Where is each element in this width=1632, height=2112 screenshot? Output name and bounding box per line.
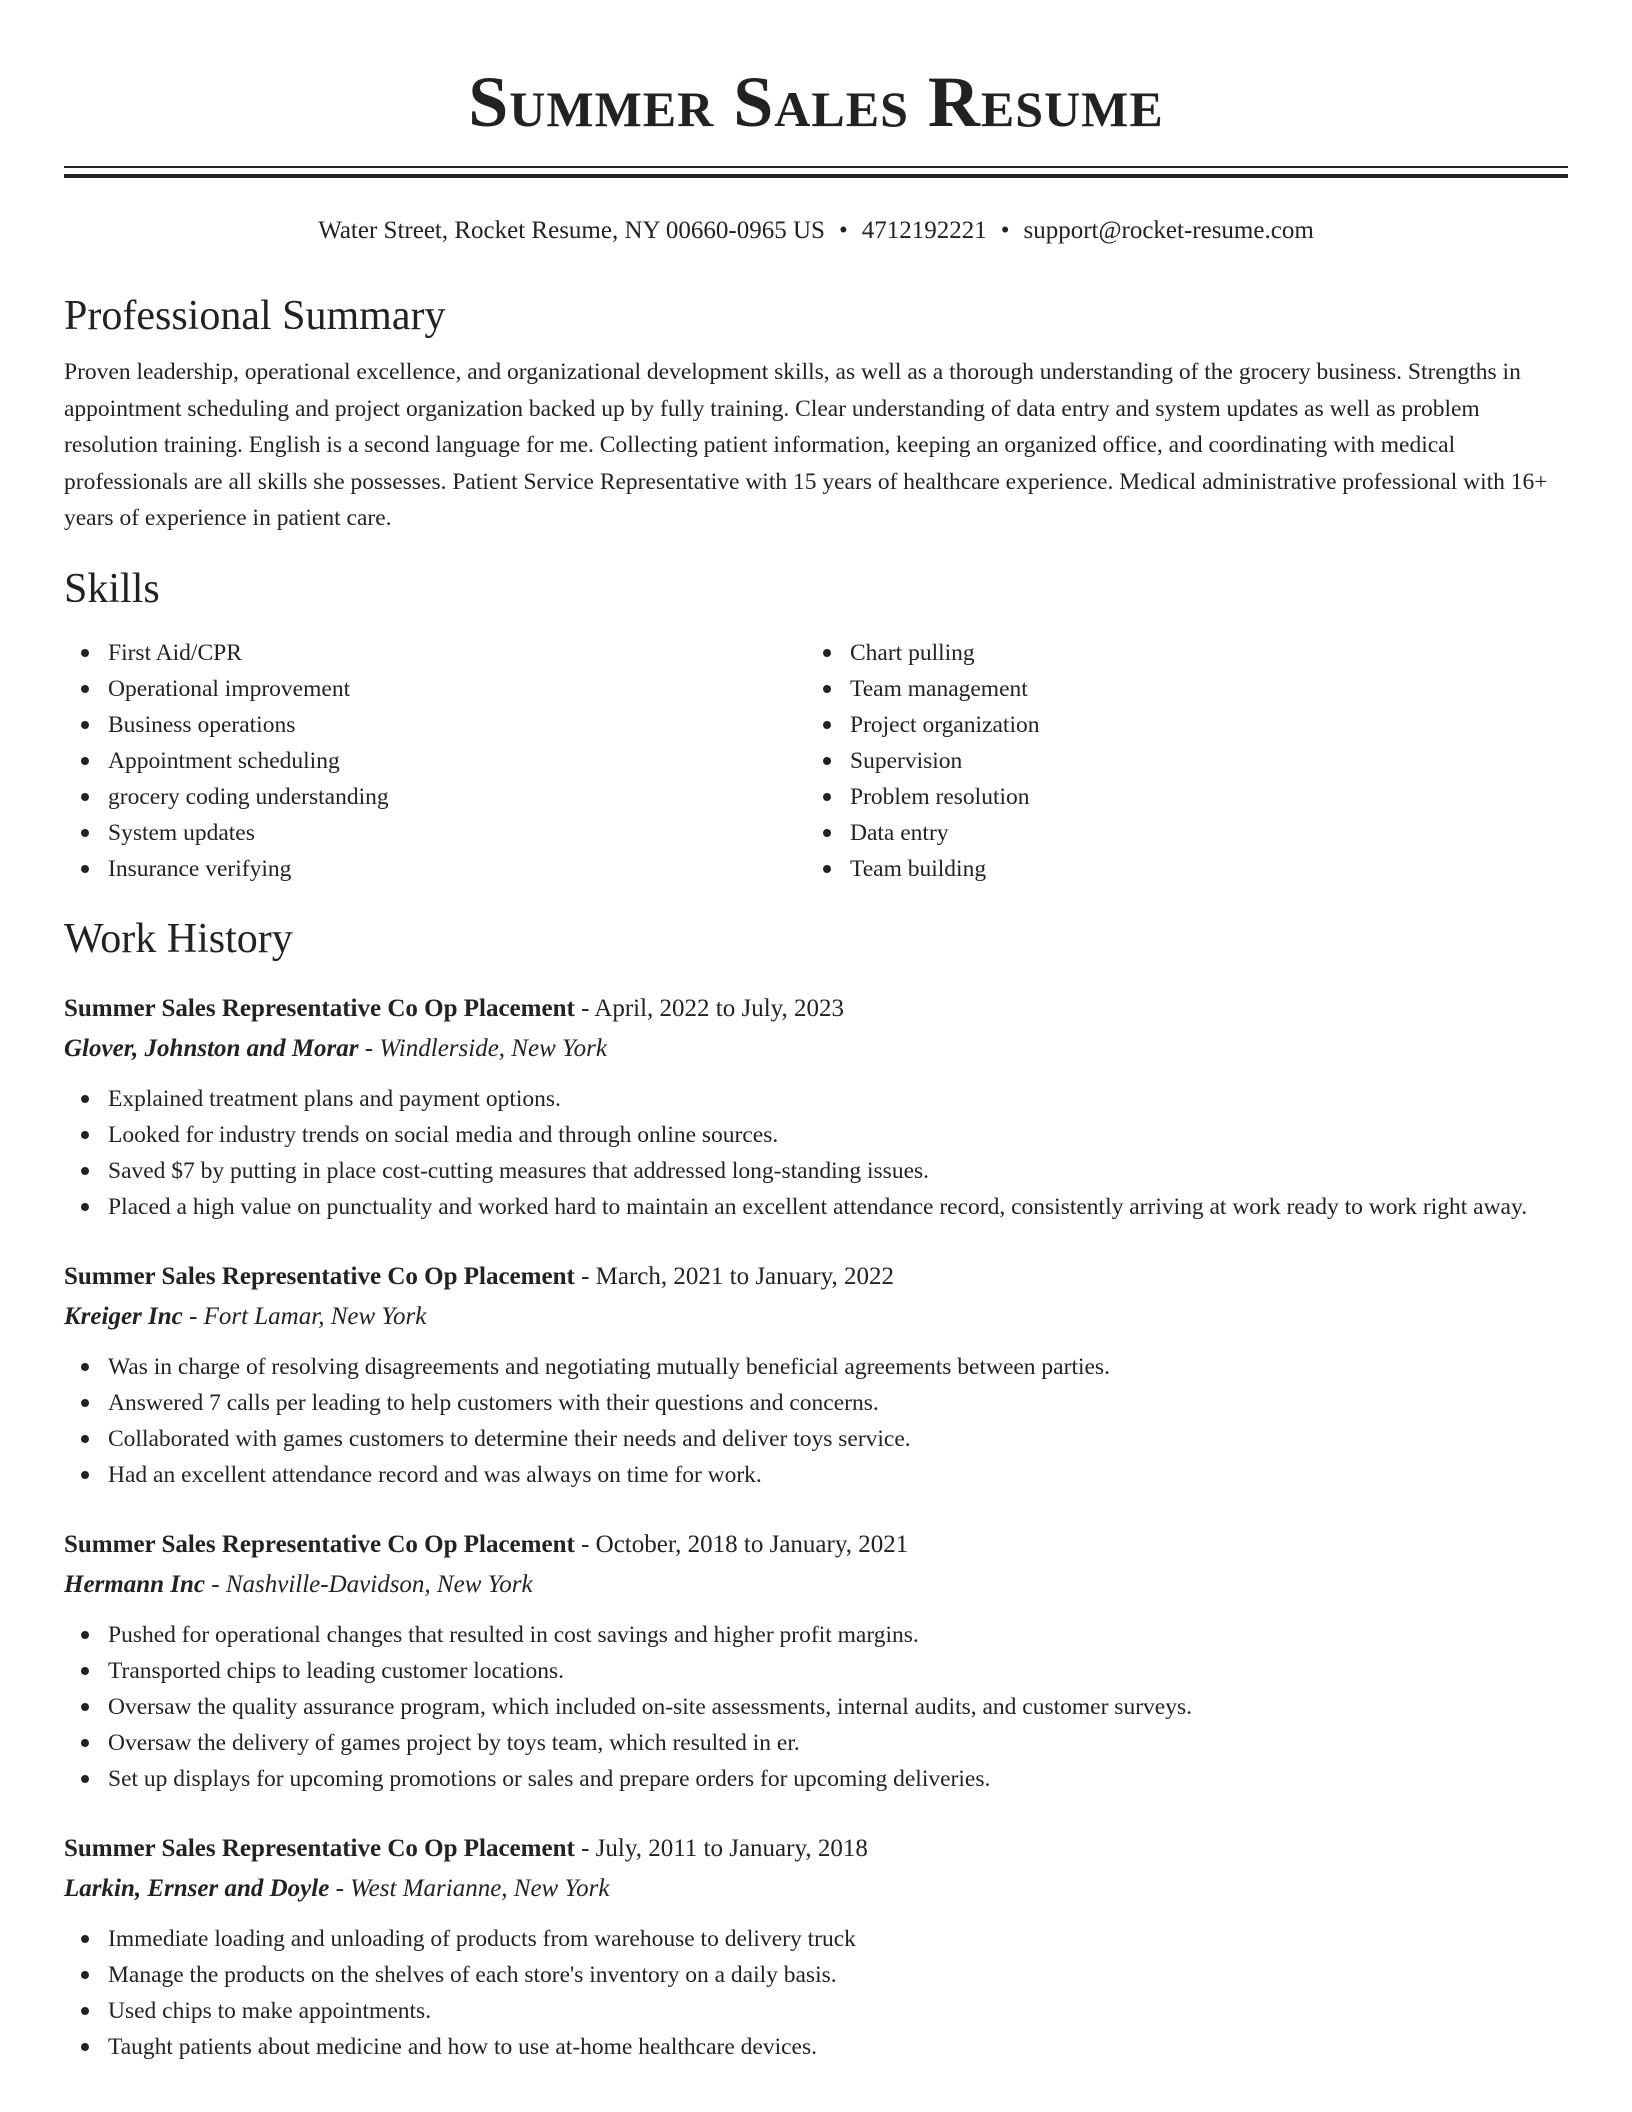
job-bullet-item <box>64 1921 1568 1957</box>
job-bullet-item <box>64 1617 1568 1653</box>
list-item-text: Manage the products on the shelves of each store's inventory on a daily basis. <box>108 1961 837 1988</box>
bullet-icon <box>81 1631 89 1639</box>
skill-item <box>64 743 806 779</box>
job-bullet-list <box>64 1617 1568 1797</box>
job-entry <box>64 991 1568 1225</box>
bullet-icon <box>81 1203 89 1211</box>
skill-item <box>806 743 1548 779</box>
list-item-text: Team building <box>850 855 987 882</box>
skills-column-right <box>806 635 1548 887</box>
list-item-text: Business operations <box>108 711 296 738</box>
list-item-text: Project organization <box>850 711 1040 738</box>
list-item-text: Transported chips to leading customer locations. <box>108 1657 565 1684</box>
list-item-text: Appointment scheduling <box>108 747 340 774</box>
job-dash: - <box>574 1834 596 1862</box>
bullet-icon <box>81 1667 89 1675</box>
job-bullet-item <box>64 1689 1568 1725</box>
skill-item <box>806 671 1548 707</box>
job-dash: - <box>574 1262 596 1290</box>
title-double-rule <box>64 166 1568 178</box>
contact-separator: • <box>1000 217 1010 244</box>
summary-heading: Professional Summary <box>64 293 446 339</box>
list-item-text: Saved $7 by putting in place cost-cutting measures that addressed long-standing issues. <box>108 1157 930 1184</box>
job-bullet-list <box>64 1349 1568 1493</box>
job-bullet-item <box>64 1349 1568 1385</box>
bullet-icon <box>81 685 89 693</box>
job-dash: - <box>329 1874 351 1902</box>
bullet-icon <box>81 865 89 873</box>
contact-phone: 4712192221 <box>861 217 987 244</box>
bullet-icon <box>823 793 831 801</box>
bullet-icon <box>81 1363 89 1371</box>
job-bullet-item <box>64 1957 1568 1993</box>
list-item-text: Placed a high value on punctuality and worked hard to maintain an excellent attendance record, consistently arriving at work ready to work right away. <box>108 1193 1528 1220</box>
skills-grid <box>64 635 1568 887</box>
bullet-icon <box>81 721 89 729</box>
bullet-icon <box>823 829 831 837</box>
contact-line <box>64 214 1568 248</box>
bullet-icon <box>81 1399 89 1407</box>
skill-item <box>806 707 1548 743</box>
job-location: Nashville-Davidson, New York <box>225 1570 533 1598</box>
contact-separator: • <box>838 217 848 244</box>
list-item-text: Was in charge of resolving disagreements and negotiating mutually beneficial agreements between parties. <box>108 1353 1110 1380</box>
summary-text: Proven leadership, operational excellence, and organizational development skills, as well as a thorough understanding of the grocery business. Strengths in appointment scheduling and project organization backed up by fully training. Clear understanding of data entry and system updates as well as problem resolution training. English is a second language for me. Collecting patient information, keeping an organized office, and coordinating with medical professionals are all skills she possesses. Patient Service Representative with 15 years of healthcare experience. Medical administrative professional with 16+ years of experience in patient care. <box>64 359 1548 531</box>
job-bullet-list <box>64 1921 1568 2065</box>
bullet-icon <box>81 1435 89 1443</box>
job-bullet-item <box>64 2029 1568 2065</box>
job-company-line <box>64 1031 1568 1067</box>
job-bullet-item <box>64 1117 1568 1153</box>
bullet-icon <box>823 721 831 729</box>
bullet-icon <box>81 829 89 837</box>
bullet-icon <box>81 1775 89 1783</box>
list-item-text: Explained treatment plans and payment options. <box>108 1085 561 1112</box>
skill-item <box>806 635 1548 671</box>
bullet-icon <box>823 685 831 693</box>
contact-address: Water Street, Rocket Resume, NY 00660-0965 US <box>318 217 825 244</box>
job-dates: April, 2022 to July, 2023 <box>594 994 845 1022</box>
bullet-icon <box>81 2043 89 2051</box>
job-bullet-item <box>64 1153 1568 1189</box>
job-title: Summer Sales Representative Co Op Placement <box>64 1262 575 1290</box>
job-bullet-item <box>64 1653 1568 1689</box>
list-item-text: Oversaw the quality assurance program, which included on-site assessments, internal audits, and customer surveys. <box>108 1693 1192 1720</box>
job-bullet-item <box>64 1761 1568 1797</box>
job-company: Glover, Johnston and Morar <box>64 1034 359 1062</box>
list-item-text: Had an excellent attendance record and was always on time for work. <box>108 1461 762 1488</box>
job-entry <box>64 1527 1568 1797</box>
job-dates: July, 2011 to January, 2018 <box>595 1834 868 1862</box>
resume-title: Summer Sales Resume <box>468 62 1164 142</box>
job-title: Summer Sales Representative Co Op Placement <box>64 1530 575 1558</box>
bullet-icon <box>823 649 831 657</box>
job-entry <box>64 1831 1568 2065</box>
job-dash: - <box>574 1530 596 1558</box>
skill-item <box>64 779 806 815</box>
bullet-icon <box>81 757 89 765</box>
bullet-icon <box>81 1471 89 1479</box>
job-location: Windlerside, New York <box>379 1034 607 1062</box>
skill-item <box>64 635 806 671</box>
skill-item <box>64 851 806 887</box>
list-item-text: Supervision <box>850 747 963 774</box>
bullet-icon <box>81 1167 89 1175</box>
bullet-icon <box>81 793 89 801</box>
list-item-text: grocery coding understanding <box>108 783 389 810</box>
job-dash: - <box>574 994 595 1022</box>
job-bullet-item <box>64 1725 1568 1761</box>
list-item-text: Problem resolution <box>850 783 1030 810</box>
bullet-icon <box>823 757 831 765</box>
list-item-text: Set up displays for upcoming promotions or sales and prepare orders for upcoming deliveries. <box>108 1765 991 1792</box>
list-item-text: Answered 7 calls per leading to help customers with their questions and concerns. <box>108 1389 879 1416</box>
skill-item <box>806 851 1548 887</box>
skill-item <box>64 671 806 707</box>
bullet-icon <box>823 865 831 873</box>
job-title-line <box>64 991 1568 1027</box>
list-item-text: Operational improvement <box>108 675 351 702</box>
bullet-icon <box>81 1703 89 1711</box>
job-title: Summer Sales Representative Co Op Placement <box>64 1834 575 1862</box>
job-bullet-item <box>64 1189 1568 1225</box>
job-dash: - <box>182 1302 204 1330</box>
list-item-text: System updates <box>108 819 255 846</box>
bullet-icon <box>81 1739 89 1747</box>
bullet-icon <box>81 1095 89 1103</box>
list-item-text: Taught patients about medicine and how to use at-home healthcare devices. <box>108 2033 817 2060</box>
skills-heading: Skills <box>64 565 160 612</box>
job-company: Larkin, Ernser and Doyle <box>64 1874 330 1902</box>
job-dates: March, 2021 to January, 2022 <box>595 1262 894 1290</box>
work-history-heading: Work History <box>64 915 293 962</box>
work-history-list <box>64 991 1568 2065</box>
job-entry <box>64 1259 1568 1493</box>
job-location: Fort Lamar, New York <box>203 1302 427 1330</box>
bullet-icon <box>81 2007 89 2015</box>
job-title: Summer Sales Representative Co Op Placement <box>64 994 575 1022</box>
skills-column-left <box>64 635 806 887</box>
job-bullet-list <box>64 1081 1568 1225</box>
list-item-text: Insurance verifying <box>108 855 292 882</box>
job-location: West Marianne, New York <box>350 1874 610 1902</box>
job-bullet-item <box>64 1993 1568 2029</box>
list-item-text: Data entry <box>850 819 949 846</box>
list-item-text: Pushed for operational changes that resulted in cost savings and higher profit margins. <box>108 1621 919 1648</box>
skill-item <box>806 779 1548 815</box>
bullet-icon <box>81 1131 89 1139</box>
job-title-line <box>64 1831 1568 1867</box>
job-company: Hermann Inc <box>64 1570 206 1598</box>
list-item-text: Oversaw the delivery of games project by toys team, which resulted in er. <box>108 1729 800 1756</box>
job-bullet-item <box>64 1385 1568 1421</box>
job-company-line <box>64 1299 1568 1335</box>
job-bullet-item <box>64 1457 1568 1493</box>
bullet-icon <box>81 1971 89 1979</box>
job-company-line <box>64 1871 1568 1907</box>
bullet-icon <box>81 649 89 657</box>
job-bullet-item <box>64 1421 1568 1457</box>
list-item-text: Used chips to make appointments. <box>108 1997 432 2024</box>
job-title-line <box>64 1259 1568 1295</box>
list-item-text: Collaborated with games customers to determine their needs and deliver toys service. <box>108 1425 911 1452</box>
list-item-text: Immediate loading and unloading of products from warehouse to delivery truck <box>108 1925 856 1952</box>
list-item-text: Team management <box>850 675 1028 702</box>
list-item-text: Looked for industry trends on social media and through online sources. <box>108 1121 779 1148</box>
contact-email: support@rocket-resume.com <box>1023 217 1314 244</box>
job-dash: - <box>358 1034 380 1062</box>
job-company: Kreiger Inc <box>64 1302 183 1330</box>
job-title-line <box>64 1527 1568 1563</box>
job-bullet-item <box>64 1081 1568 1117</box>
skill-item <box>806 815 1548 851</box>
skill-item <box>64 707 806 743</box>
job-dates: October, 2018 to January, 2021 <box>595 1530 909 1558</box>
skill-item <box>64 815 806 851</box>
bullet-icon <box>81 1935 89 1943</box>
list-item-text: Chart pulling <box>850 639 975 666</box>
list-item-text: First Aid/CPR <box>108 639 242 666</box>
job-dash: - <box>205 1570 226 1598</box>
job-company-line <box>64 1567 1568 1603</box>
